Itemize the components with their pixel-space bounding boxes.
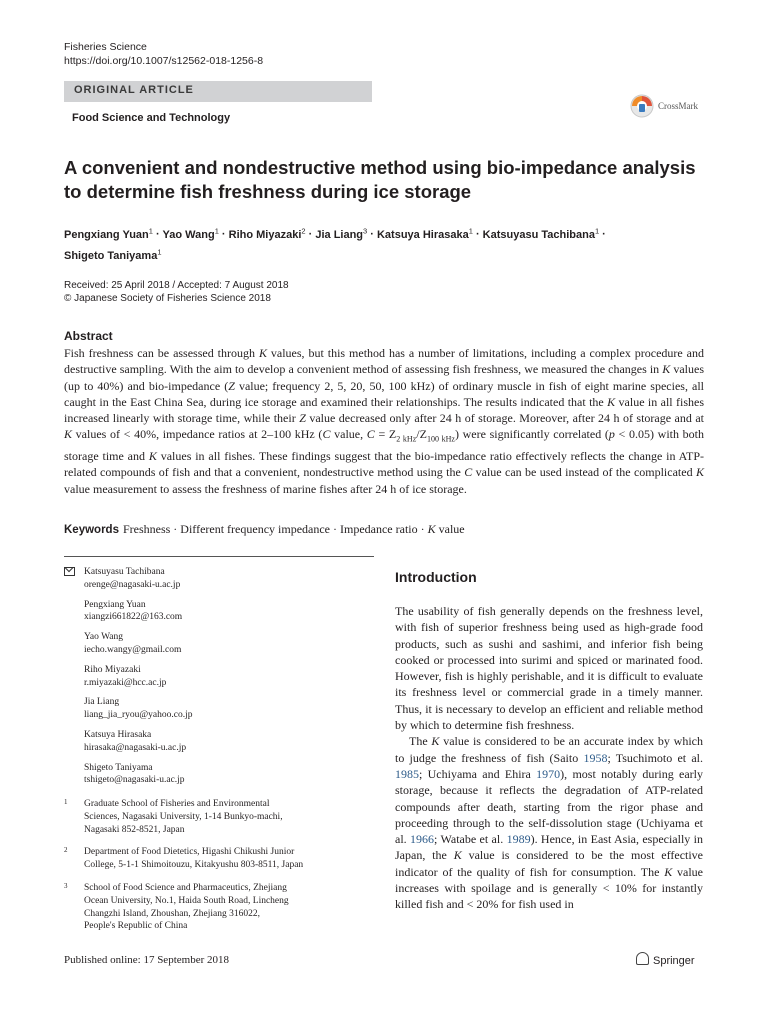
keywords-label: Keywords: [64, 524, 119, 536]
envelope-icon: [64, 567, 75, 576]
abstract-heading: Abstract: [64, 329, 113, 343]
author[interactable]: Pengxiang Yuan$^1$: [64, 226, 153, 241]
contact-list: [64, 566, 374, 794]
crossmark-label: CrossMark: [658, 101, 698, 111]
divider: [64, 556, 374, 557]
abstract-body: Fish freshness can be assessed through K values, but this method has a number of limitations, including a complex procedure and destructive sampling. With the aim to develop a convenient method of assessing fish freshness, we measured the changes in K values (up to 40%) and bio-impedance (Z value; frequency 2, 5, 20, 50, 100 kHz) of ordinary muscle in fish of eight marine species, all caught in the East China Sea, during ice storage and examined their relationships. The results indicated that the K value in all fishes increased linearly with storage time, while their Z value decreased only after 24 h of storage. Moreover, after 24 h of storage and at K values of < 40%, impedance ratios at 2–100 kHz (C value, $C = Z_{2 kHz}/Z_{100 kHz}$) were significantly correlated (p < 0.05) with both storage time and K values in all fishes. These findings suggest that the bio-impedance ratio effectively reflects the change in ATP-related compounds of fish and that a convenient, nondestructive method using the C value can be used instead of the complicated K value measurement to assess the freshness of marine fishes after 24 h of ice storage.: [64, 346, 705, 496]
journal-name: Fisheries Science: [64, 41, 147, 53]
doi-link[interactable]: https://doi.org/10.1007/s12562-018-1256-8: [64, 55, 264, 67]
affiliation-list: [64, 798, 384, 943]
contact-entry: Riho Miyazaki r.miyazaki@hcc.ac.jp: [84, 664, 374, 690]
article-title: A convenient and nondestructive method using bio-impedance analysis to determine fish freshness during ice storage: [64, 157, 696, 202]
email-link[interactable]: orenge@nagasaki-u.ac.jp: [84, 579, 181, 590]
received-accepted: Received: 25 April 2018 / Accepted: 7 August 2018: [64, 280, 289, 291]
contact-entry: Yao Wang iecho.wangy@gmail.com: [84, 631, 374, 657]
keywords: Keywords Freshness · Different frequency impedance · Impedance ratio · K value: [64, 522, 465, 536]
author[interactable]: Riho Miyazaki$^2$: [228, 226, 306, 241]
publisher-name: Springer: [653, 955, 695, 967]
citation-link[interactable]: 1958: [583, 750, 608, 765]
email-link[interactable]: liang_jia_ryou@yahoo.co.jp: [84, 710, 193, 721]
author[interactable]: Katsuyasu Tachibana$^1$: [482, 226, 600, 241]
paragraph: The K value is considered to be an accurate index by which to judge the freshness of fish (Saito 1958; Tsuchimoto et al. 1985; Uchiyama and Ehira 1970), most notably during early storage, because it reflects the degradation of ATP-related compounds after death, starting from the rigor phase and proceeding through to the self-dissolution stage (Uchiyama et al. 1966; Watabe et al. 1989). Hence, in East Asia, especially in Japan, the K value is considered to be the most effective indicator of the quality of fish for consumption. The K value increases with spoilage and is generally < 10% for instantly killed fish and < 20% for fish used in: [395, 734, 704, 912]
introduction-heading: Introduction: [395, 569, 477, 585]
citation-link[interactable]: 1970: [536, 766, 561, 781]
copyright: © Japanese Society of Fisheries Science 2018: [64, 293, 271, 304]
citation-link[interactable]: 1985: [395, 766, 419, 781]
article-type-banner: [64, 81, 372, 102]
author-list: Pengxiang Yuan$^1$ · Yao Wang$^1$ · Riho Miyazaki$^2$ · Jia Liang$^3$ · Katsuya Hirasaka$^1$ · Katsuyasu Tachibana$^1$ · Shigeto Taniyama$^1$: [64, 226, 606, 263]
article-dates: [64, 279, 289, 305]
email-link[interactable]: tshigeto@nagasaki-u.ac.jp: [84, 775, 185, 786]
affiliation: 2 Department of Food Dietetics, Higashi Chikushi Junior College, 5-1-1 Shimoitouzu, Kitakyushu 803-8511, Japan: [64, 846, 304, 871]
paragraph: The usability of fish generally depends on the freshness level, with fish of superior freshness being used as high-grade food products, such as sushi and sashimi, and inferior fish being cooked or processed into surimi and spiced or marinated food. However, fish is highly perishable, and it is difficult to evaluate its freshness level or commercial grade in a timely manner. Thus, it is necessary to develop an efficient and reliable method by which to determine fish freshness.: [395, 604, 703, 733]
citation-link[interactable]: 1989: [506, 832, 531, 847]
author[interactable]: Yao Wang$^1$: [162, 226, 219, 241]
crossmark-icon: [630, 94, 654, 118]
contact-entry: Katsuyasu Tachibana orenge@nagasaki-u.ac.jp: [84, 566, 374, 592]
published-date: Published online: 17 September 2018: [64, 954, 229, 966]
email-link[interactable]: hirasaka@nagasaki-u.ac.jp: [84, 742, 187, 753]
introduction-body: [395, 603, 703, 913]
article-type: ORIGINAL ARTICLE: [74, 84, 194, 96]
section-label: Food Science and Technology: [72, 112, 231, 124]
citation-link[interactable]: 1966: [410, 832, 435, 847]
contact-entry: Jia Liang liang_jia_ryou@yahoo.co.jp: [84, 696, 374, 722]
springer-horse-icon: [636, 952, 649, 965]
contact-entry: Katsuya Hirasaka hirasaka@nagasaki-u.ac.jp: [84, 729, 374, 755]
email-link[interactable]: xiangzi661822@163.com: [84, 612, 183, 623]
contact-entry: Shigeto Taniyama tshigeto@nagasaki-u.ac.jp: [84, 762, 374, 788]
author[interactable]: Jia Liang$^3$: [315, 226, 368, 241]
email-link[interactable]: r.miyazaki@hcc.ac.jp: [84, 677, 167, 688]
author[interactable]: Shigeto Taniyama$^1$: [64, 247, 162, 263]
affiliation: 1 Graduate School of Fisheries and Environmental Sciences, Nagasaki University, 1-14 Bunkyo-machi, Nagasaki 852-8521, Japan: [64, 798, 283, 835]
journal-header: [64, 40, 263, 68]
email-link[interactable]: iecho.wangy@gmail.com: [84, 644, 182, 655]
publisher-logo: [636, 952, 695, 967]
author[interactable]: Katsuya Hirasaka$^1$: [376, 226, 473, 241]
contact-entry: Pengxiang Yuan xiangzi661822@163.com: [84, 599, 374, 625]
affiliation: 3 School of Food Science and Pharmaceutics, Zhejiang Ocean University, No.1, Haida South Road, Lincheng Changzhi Island, Zhoushan, Zhejiang 316022, People's Republic of China: [64, 881, 289, 932]
